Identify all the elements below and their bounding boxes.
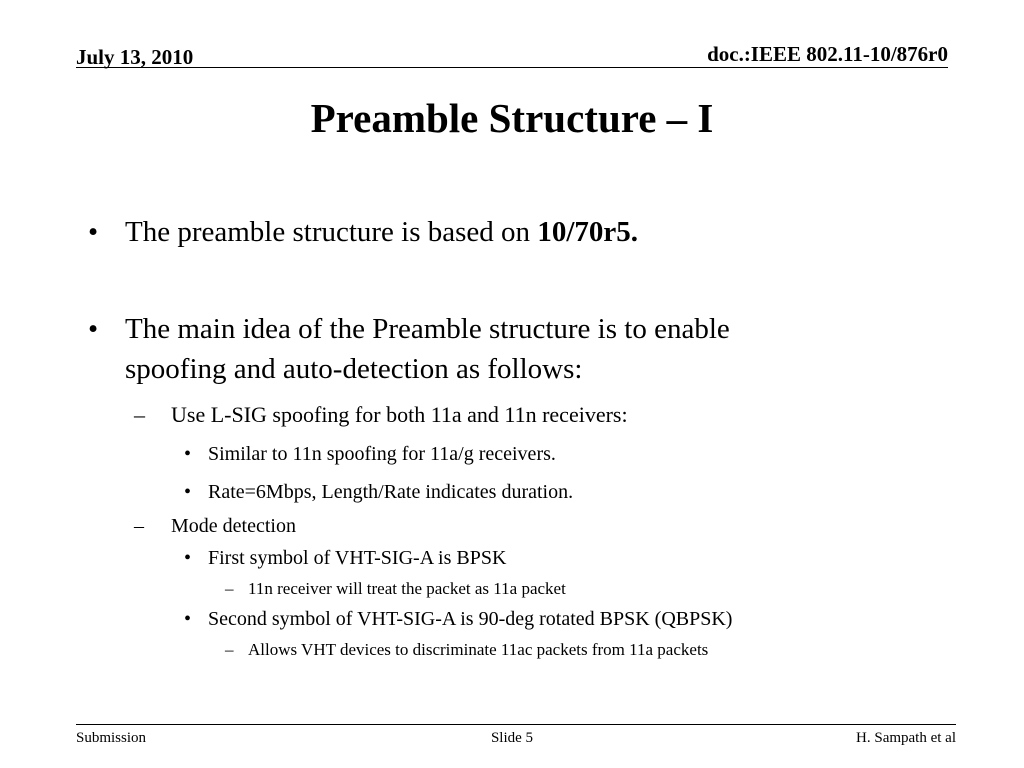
header-doc-id: doc.:IEEE 802.11-10/876r0 [707, 42, 948, 66]
footer-divider [76, 724, 956, 725]
level4-bullet-text: Allows VHT devices to discriminate 11ac packets from 11a packets [248, 640, 709, 659]
bullet-text-line1: The main idea of the Preamble structure is to enable [125, 313, 730, 345]
footer-author: H. Sampath et al [856, 730, 956, 746]
sub-bullet-text: Use L-SIG spoofing for both 11a and 11n receivers: [171, 402, 628, 427]
sub-sub-bullet-marker: • [184, 608, 192, 630]
header-divider [76, 67, 948, 68]
footer-slide-number: Slide 5 [490, 730, 534, 746]
sub-bullet-marker: – [134, 515, 144, 537]
level4-bullet-marker: – [225, 579, 234, 598]
level4-bullet-text: 11n receiver will treat the packet as 11a packet [248, 579, 566, 598]
sub-bullet-marker: – [134, 402, 145, 427]
sub-sub-bullet-text: Second symbol of VHT-SIG-A is 90-deg rotated BPSK (QBPSK) [208, 608, 733, 630]
sub-sub-bullet-marker: • [184, 443, 192, 465]
sub-sub-bullet-marker: • [184, 547, 192, 569]
bullet-text-bold: 10/70r5. [537, 216, 638, 248]
sub-sub-bullet-text: Rate=6Mbps, Length/Rate indicates duration. [208, 481, 574, 503]
sub-sub-bullet-marker: • [184, 481, 192, 503]
bullet-text [125, 215, 638, 250]
bullet-text-plain: The preamble structure is based on [125, 216, 538, 248]
sub-sub-bullet-text: Similar to 11n spoofing for 11a/g receivers. [208, 443, 556, 465]
slide-title: Preamble Structure – I [310, 95, 714, 141]
sub-bullet-text: Mode detection [171, 515, 296, 537]
bullet-marker: • [88, 313, 99, 345]
bullet-text-line2: spoofing and auto-detection as follows: [125, 353, 583, 385]
level4-bullet-marker: – [225, 640, 234, 659]
footer-submission: Submission [76, 730, 147, 746]
sub-sub-bullet-text: First symbol of VHT-SIG-A is BPSK [208, 547, 507, 569]
bullet-marker: • [88, 216, 99, 248]
header-date: July 13, 2010 [76, 45, 194, 69]
